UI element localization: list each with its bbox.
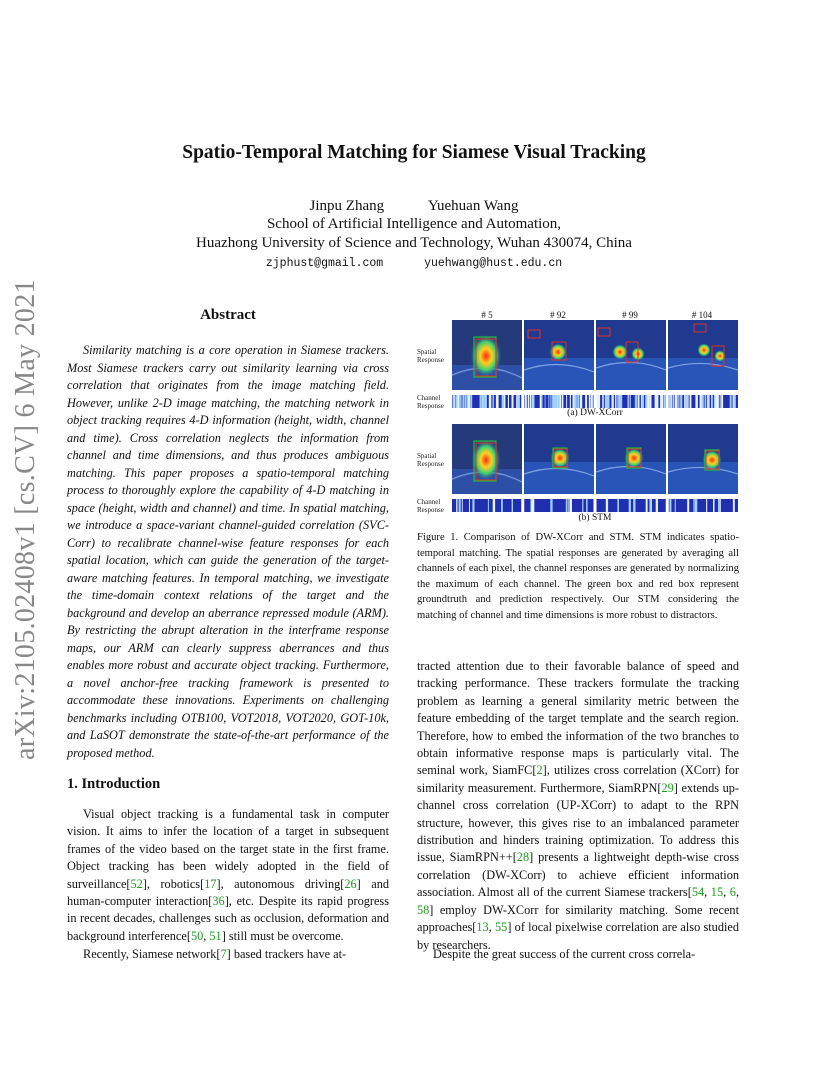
citation-link[interactable]: 55 (495, 920, 508, 935)
citation-link[interactable]: 7 (220, 947, 227, 961)
citation-link[interactable]: 54 (691, 885, 705, 900)
frame-label: # 99 (622, 310, 638, 320)
response-map (668, 320, 738, 390)
citation-link[interactable]: 29 (661, 780, 674, 795)
citation-link[interactable]: 28 (516, 850, 530, 865)
intro-paragraph-right: tracted attention due to their favorable balance of speed and tracking performance. These trackers formulate the tracking problem as learning a general similarity metric between the feature embedding of the target template and the search region. Therefore, how to embed the information of the two branches to obtain informative response maps is particularly vital. The seminal work, SiamFC[2], utilizes cross correlation (XCorr) for similarity measurement. Furthermore, SiamRPN[29] extends up-channel cross correlation (UP-XCorr) to adapt to the RPN structure, however, this gives rise to an imbalanced parameter distribution and hinders training optimization. To address this issue, SiamRPN++[28] presents a lightweight depth-wise cross correlation (DW-XCorr) to achieve efficient information association. Almost all of the current Siamese trackers[54, 15, 6, 58] employ DW-XCorr for similarity matching. Some recent approaches[13, 55] of local pixelwise correlation are also studied by researchers. (417, 659, 740, 952)
author-email: zjphust@gmail.com (265, 257, 384, 270)
figure-caption: Figure 1. Comparison of DW-XCorr and STM. STM indicates spatio-temporal matching. The spatial responses are generated by averaging all channels of each pixel, the channel responses are generated by normalizing the maximum of each channel. The green box and red box represent groundtruth and prediction respectively. Our STM considering the matching of channel and time dimensions is more robust to distractors. (417, 532, 739, 621)
figure-1 (417, 302, 739, 530)
response-map (596, 424, 666, 494)
section-heading: 1. Introduction (67, 776, 161, 792)
frame-label: # 5 (481, 310, 493, 320)
abstract-text: Similarity matching is a core operation in Siamese trackers. Most Siamese trackers carry out similarity learning via cross correlation that originates from the image matching field. However, unlike 2-D image matching, the matching network in object tracking requires 4-D information (height, width, channel and time). Cross correlation neglects the information from channel and time dimensions, and thus produces ambiguous matching. This paper proposes a spatio-temporal matching process to thoroughly explore the capability of 4-D matching in space (height, width and channel) and time. In spatial matching, we introduce a space-variant channel-guided correlation (SVC-Corr) to recalibrate channel-wise feature responses for each spatial location, which can guide the generation of the target-aware matching features. In temporal matching, we investigate the time-domain context relations of the target and the background and develop an aberrance repressed module (ARM). By restricting the abrupt alteration in the interframe response maps, our ARM can clearly suppress aberrances and thus enables more robust and accurate object tracking. Furthermore, a novel anchor-free tracking framework is presented to accommodate these innovations. Experiments on challenging benchmarks including OTB100, VOT2018, VOT2020, GOT-10k, and LaSOT demonstrate the state-of-the-art performance of the proposed method. (67, 343, 389, 760)
author-list (0, 198, 828, 215)
citation-link[interactable]: 58 (417, 902, 430, 917)
response-map (452, 424, 522, 494)
affiliation-line: Huazhong University of Science and Technology, Wuhan 430074, China (196, 235, 632, 251)
frame-label: # 104 (691, 310, 713, 320)
citation-link[interactable]: 36 (212, 894, 225, 909)
arxiv-stamp: arXiv:2105.02408v1 [cs.CV] 6 May 2021 (10, 279, 41, 760)
citation-link[interactable]: 50 (190, 928, 204, 943)
citation-link[interactable]: 51 (209, 928, 222, 943)
citation-link[interactable]: 2 (536, 763, 543, 778)
response-map (524, 320, 594, 390)
intro-paragraph-1: Visual object tracking is a fundamental task in computer vision. It aims to infer the location of a target in subsequent frames of the video based on the target state in the first frame. Object tracking has been widely adopted in the field of surveillance[52], robotics[17], autonomous driving[26] and human-computer interaction[36], etc. Despite its rapid progress in recent decades, challenges such as occlusion, deformation and background interference[50, 51] still must be overcome. (67, 807, 390, 943)
intro-paragraph-2: Recently, Siamese network[7] based trackers have at- (83, 947, 347, 961)
channel-response-bar (452, 395, 738, 408)
response-map (452, 320, 522, 390)
intro-paragraph-right-2: Despite the great success of the current cross correla- (433, 947, 696, 961)
response-map (668, 424, 738, 494)
row-label-spatial-a: Spatial Response (417, 348, 444, 364)
abstract-heading: Abstract (200, 307, 256, 323)
citation-link[interactable]: 6 (729, 885, 736, 900)
row-label-channel-b: Channel Response (417, 498, 444, 514)
citation-link[interactable]: 17 (204, 876, 217, 891)
subfigure-label: (b) STM (578, 513, 612, 523)
response-map (596, 320, 666, 390)
paper-title: Spatio-Temporal Matching for Siamese Visual Tracking (182, 142, 646, 163)
channel-response-bar (452, 499, 738, 512)
citation-link[interactable]: 15 (710, 885, 724, 900)
affiliation-line: School of Artificial Intelligence and Automation, (266, 216, 562, 232)
author-email: yuehwang@hust.edu.cn (424, 257, 563, 270)
email-list (0, 257, 828, 270)
citation-link[interactable]: 13 (476, 920, 489, 935)
frame-label: # 92 (550, 310, 566, 320)
citation-link[interactable]: 26 (344, 876, 357, 891)
author-name: Yuehuan Wang (427, 198, 519, 214)
response-map (524, 424, 594, 494)
row-label-spatial-b: Spatial Response (417, 452, 444, 468)
citation-link[interactable]: 52 (130, 876, 143, 891)
row-label-channel-a: Channel Response (417, 394, 444, 410)
subfigure-label: (a) DW-XCorr (567, 408, 623, 418)
author-name: Jinpu Zhang (309, 198, 385, 214)
